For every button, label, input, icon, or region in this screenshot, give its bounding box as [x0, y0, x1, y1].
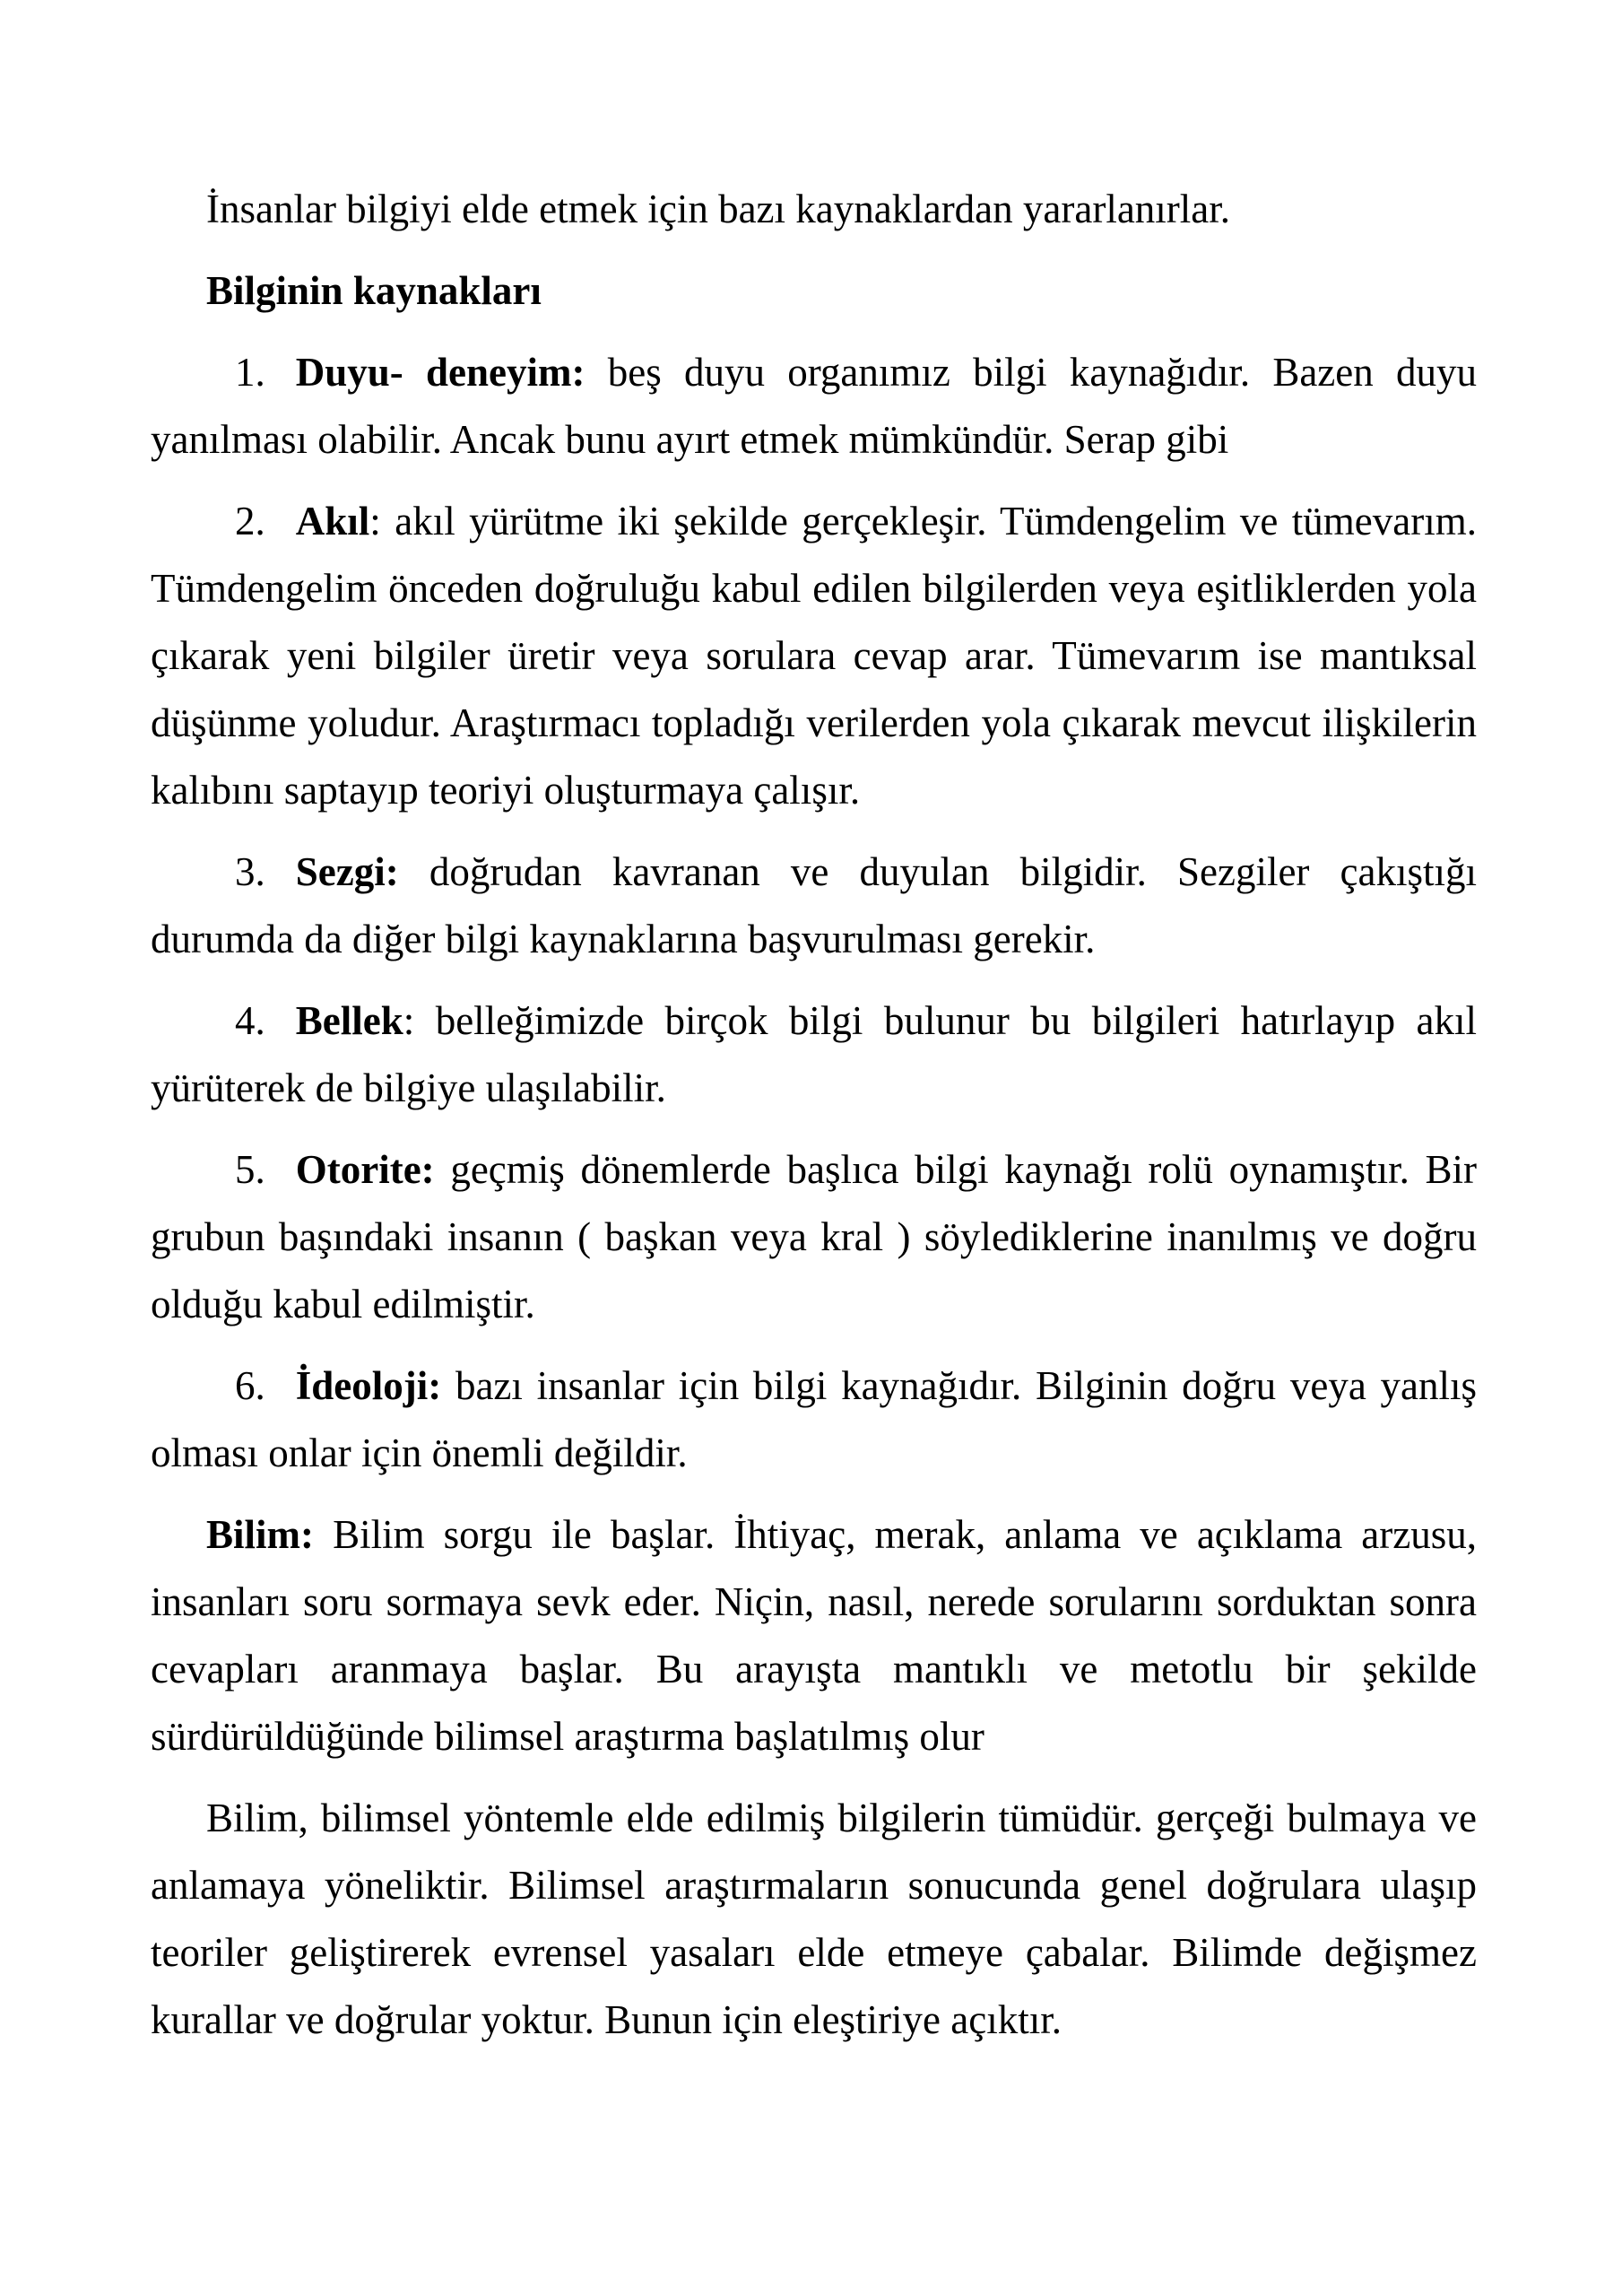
list-item-6-term: İdeoloji:: [295, 1363, 442, 1408]
list-item-3-number: 3.: [235, 849, 265, 894]
closing-paragraph: [151, 1785, 1477, 2054]
list-item-5: [151, 1136, 1477, 1338]
list-item-2-sep: :: [369, 499, 381, 544]
list-item-4: [151, 987, 1477, 1122]
list-item-1-text: beş duyu organımız bilgi kaynağıdır. Bazen duyu yanılması olabilir. Ancak bunu ayırt etmek mümkündür. Serap gibi: [151, 350, 1477, 462]
list-item-6: [151, 1352, 1477, 1487]
closing-text: Bilim, bilimsel yöntemle elde edilmiş bilgilerin tümüdür. gerçeği bulmaya ve anlamaya yöneliktir. Bilimsel araştırmaların sonucunda genel doğrulara ulaşıp teoriler geliştirerek evrensel yasaları elde etmeye çabalar. Bilimde değişmez kurallar ve doğrular yoktur. Bunun için eleştiriye açıktır.: [151, 1796, 1477, 2042]
list-item-3: [151, 839, 1477, 973]
list-item-1-number: 1.: [235, 350, 265, 395]
section-heading-text: Bilginin kaynakları: [206, 268, 542, 313]
list-item-2-term: Akıl: [295, 499, 370, 544]
list-item-6-text: bazı insanlar için bilgi kaynağıdır. Bilginin doğru veya yanlış olması onlar için önemli değildir.: [151, 1363, 1477, 1475]
list-item-2-text: akıl yürütme iki şekilde gerçekleşir. Tümdengelim ve tümevarım. Tümdengelim önceden doğruluğu kabul edilen bilgilerden veya eşitliklerden yola çıkarak yeni bilgiler üretir veya sorulara cevap arar. Tümevarım ise mantıksal düşünme yoludur. Araştırmacı topladığı verilerden yola çıkarak mevcut ilişkilerin kalıbını saptayıp teoriyi oluşturmaya çalışır.: [151, 499, 1477, 813]
list-item-2: [151, 488, 1477, 824]
list-item-2-number: 2.: [235, 499, 265, 544]
bilim-text: Bilim sorgu ile başlar. İhtiyaç, merak, anlama ve açıklama arzusu, insanları soru sormaya sevk eder. Niçin, nasıl, nerede sorularını sorduktan sonra cevapları aranmaya başlar. Bu arayışta mantıklı ve metotlu bir şekilde sürdürüldüğünde bilimsel araştırma başlatılmış olur: [151, 1512, 1477, 1759]
list-item-5-number: 5.: [235, 1147, 265, 1192]
list-item-4-sep: :: [403, 998, 415, 1043]
list-item-4-text: belleğimizde birçok bilgi bulunur bu bilgileri hatırlayıp akıl yürüterek de bilgiye ulaşılabilir.: [151, 998, 1477, 1110]
list-item-5-term: Otorite:: [295, 1147, 435, 1192]
bilim-term: Bilim:: [206, 1512, 314, 1557]
intro-text: İnsanlar bilgiyi elde etmek için bazı kaynaklardan yararlanırlar.: [206, 187, 1231, 231]
list-item-6-number: 6.: [235, 1363, 265, 1408]
list-item-3-term: Sezgi:: [295, 849, 399, 894]
bilim-paragraph: [151, 1501, 1477, 1770]
list-item-4-term: Bellek: [295, 998, 403, 1043]
section-heading: [151, 257, 1477, 325]
list-item-3-text: doğrudan kavranan ve duyulan bilgidir. Sezgiler çakıştığı durumda da diğer bilgi kaynaklarına başvurulması gerekir.: [151, 849, 1477, 961]
list-item-5-text: geçmiş dönemlerde başlıca bilgi kaynağı rolü oynamıştır. Bir grubun başındaki insanın ( başkan veya kral ) söylediklerine inanılmış ve doğru olduğu kabul edilmiştir.: [151, 1147, 1477, 1326]
list-item-4-number: 4.: [235, 998, 265, 1043]
list-item-1: [151, 339, 1477, 474]
list-item-1-term: Duyu- deneyim:: [295, 350, 585, 395]
intro-paragraph: [151, 176, 1477, 243]
